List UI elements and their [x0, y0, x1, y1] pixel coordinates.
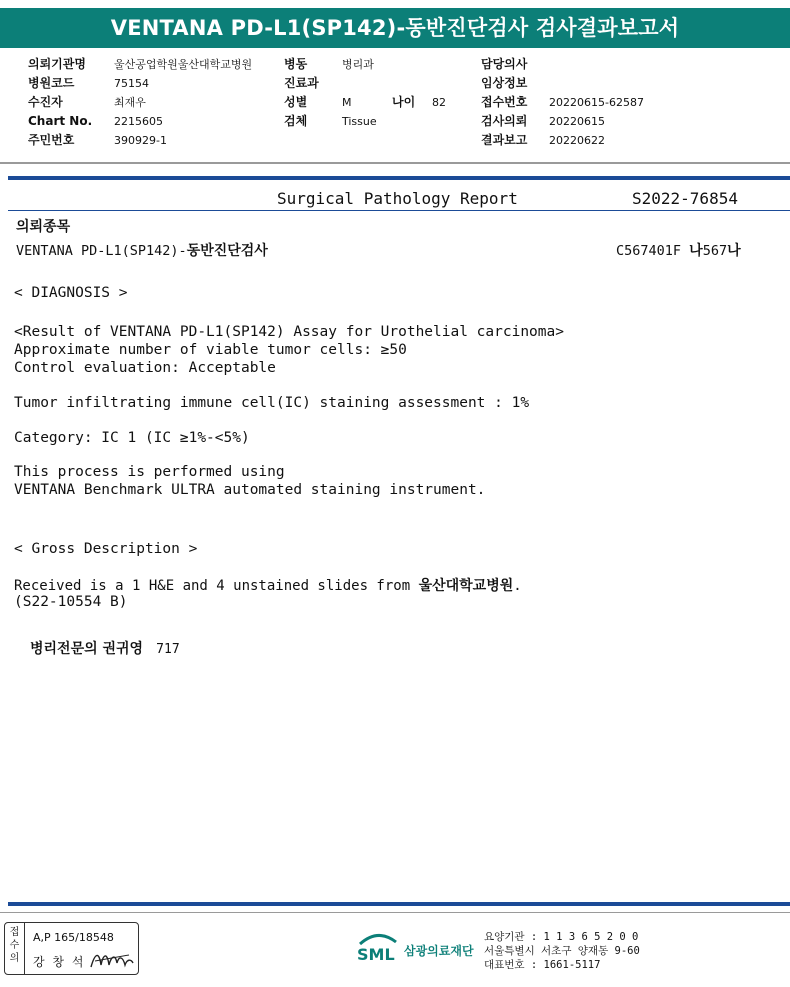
info-row-report-date: 결과보고 20220622: [481, 133, 605, 147]
request-type-label: 의뢰종목: [16, 219, 71, 235]
report-heading: Surgical Pathology Report: [277, 189, 518, 208]
control-line: Control evaluation: Acceptable: [14, 360, 276, 376]
info-row-doctor: 담당의사: [481, 57, 528, 71]
info-column-1: [28, 55, 252, 150]
info-row-sex: 성별 M 나이 82: [284, 93, 446, 112]
info-row-institution: 의뢰기관명 울산공업학원울산대학교병원: [28, 57, 253, 71]
specimen-ref: (S22-10554 B): [14, 594, 128, 610]
report-bottom-rule: [8, 902, 790, 906]
stamp-side-label: 접 수 의: [5, 923, 25, 974]
report-top-rule: [8, 176, 790, 180]
info-row-department: 진료과: [284, 76, 319, 90]
footer-divider: [0, 912, 790, 913]
process-line-1: This process is performed using: [14, 464, 285, 480]
gross-header: < Gross Description >: [14, 541, 198, 557]
pathologist-signature: 병리전문의 권귀영 717: [30, 641, 180, 657]
sml-logo-text: SML: [357, 945, 395, 964]
report-heading-rule: [8, 210, 790, 211]
handwritten-signature: [89, 947, 135, 973]
ic-assessment-line: Tumor infiltrating immune cell(IC) staining assessment : 1%: [14, 395, 530, 411]
footer-address: 서울특별시 서초구 양재동 9-60: [484, 945, 640, 957]
info-row-ward: 병동 병리과: [284, 57, 374, 71]
info-row-hospital-code: 병원코드 75154: [28, 76, 149, 90]
report-title: VENTANA PD-L1(SP142)-동반진단검사 검사결과보고서: [110, 16, 680, 40]
report-title-bar: [0, 8, 790, 48]
receipt-stamp: [4, 922, 139, 975]
category-line: Category: IC 1 (IC ≥1%-<5%): [14, 430, 250, 446]
footer-institution-code: 요양기관 : 1 1 3 6 5 2 0 0: [484, 931, 639, 943]
info-row-specimen: 검체 Tissue: [284, 114, 377, 128]
header-divider: [0, 162, 790, 164]
test-code: C567401F 나567나: [616, 243, 741, 259]
sml-logo: [356, 928, 486, 968]
footer-info: [484, 930, 640, 972]
test-name: VENTANA PD-L1(SP142)-동반진단검사: [16, 243, 268, 259]
info-row-receipt-no: 접수번호 20220615-62587: [481, 95, 644, 109]
stamp-line-1: A,P 165/18548: [33, 931, 114, 944]
footer-phone: 대표번호 : 1661-5117: [484, 959, 601, 971]
age-value: 82: [432, 96, 446, 109]
info-column-3: [481, 55, 644, 150]
foundation-name: 삼광의료재단: [404, 944, 474, 958]
sml-logo-mark: [356, 930, 400, 966]
info-row-resident-no: 주민번호 390929-1: [28, 133, 167, 147]
report-number: S2022-76854: [632, 189, 738, 208]
result-title: <Result of VENTANA PD-L1(SP142) Assay for Urothelial carcinoma>: [14, 324, 564, 340]
info-row-request-date: 검사의뢰 20220615: [481, 114, 605, 128]
info-row-patient: 수진자 최재우: [28, 95, 146, 109]
info-row-chart-no: Chart No. 2215605: [28, 114, 163, 128]
age-label: 나이: [392, 95, 416, 109]
diagnosis-header: < DIAGNOSIS >: [14, 285, 128, 301]
process-line-2: VENTANA Benchmark ULTRA automated staining instrument.: [14, 482, 486, 498]
info-column-2: [284, 55, 446, 131]
info-row-clinical-info: 임상정보: [481, 76, 528, 90]
stamp-line-2: 강 창 석: [33, 955, 86, 969]
received-line: Received is a 1 H&E and 4 unstained slides from 울산대학교병원.: [14, 578, 522, 594]
tumor-cells-line: Approximate number of viable tumor cells: ≥50: [14, 342, 407, 358]
